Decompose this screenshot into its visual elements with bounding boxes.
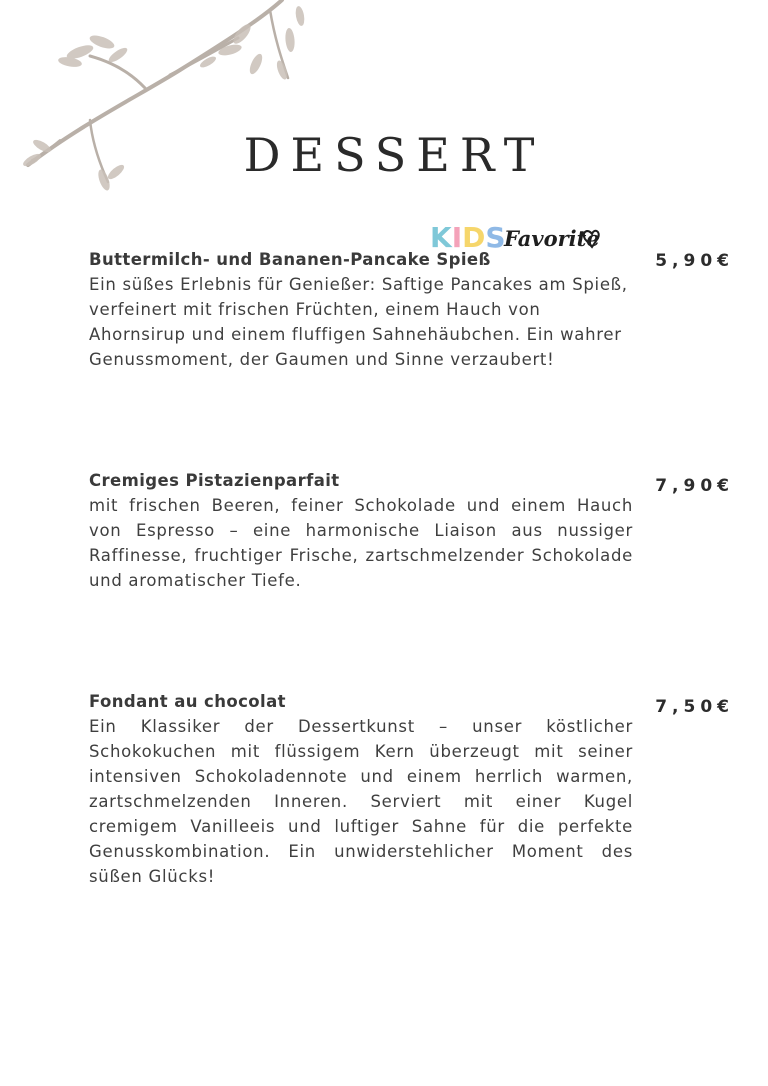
menu-item-pistazienparfait [89,468,633,593]
menu-item-name: Fondant au chocolat [89,692,286,711]
menu-item-price: 7,50€ [655,697,734,717]
menu-item-name: Buttermilch- und Bananen-Pancake Spieß [89,250,491,269]
menu-item-name: Cremiges Pistazienparfait [89,471,340,490]
menu-item-price: 5,90€ [655,251,734,271]
menu-item-description: mit frischen Beeren, feiner Schokolade und einem Hauch von Espresso – eine harmonische Liaison aus nussiger Raffinesse, fruchtiger Frische, zartschmelzender Schokolade und aromatischer Tiefe. [89,496,633,590]
menu-item-price: 7,90€ [655,476,734,496]
favorite-label: Favorite [504,226,600,251]
menu-item-pancake [89,247,633,372]
page-title: DESSERT [243,128,545,182]
menu-item-description: Ein süßes Erlebnis für Genießer: Saftige Pancakes am Spieß, verfeinert mit frischen Früchten, einem Hauch von Ahornsirup und einem fluffigen Sahnehäubchen. Ein wahrer Genussmoment, der Gaumen und Sinne verzaubert! [89,275,628,369]
svg-text:KIDS: KIDS [430,221,506,254]
menu-item-description: Ein Klassiker der Dessertkunst – unser köstlicher Schokokuchen mit flüssigem Kern überzeugt mit seiner intensiven Schokoladennote und einem herrlich warmen, zartschmelzenden Inneren. Serviert mit einer Kugel cremigem Vanilleeis und luftiger Sahne für die perfekte Genusskombination. Ein unwiderstehlicher Moment des süßen Glücks! [89,717,633,886]
menu-item-fondant [89,689,633,889]
